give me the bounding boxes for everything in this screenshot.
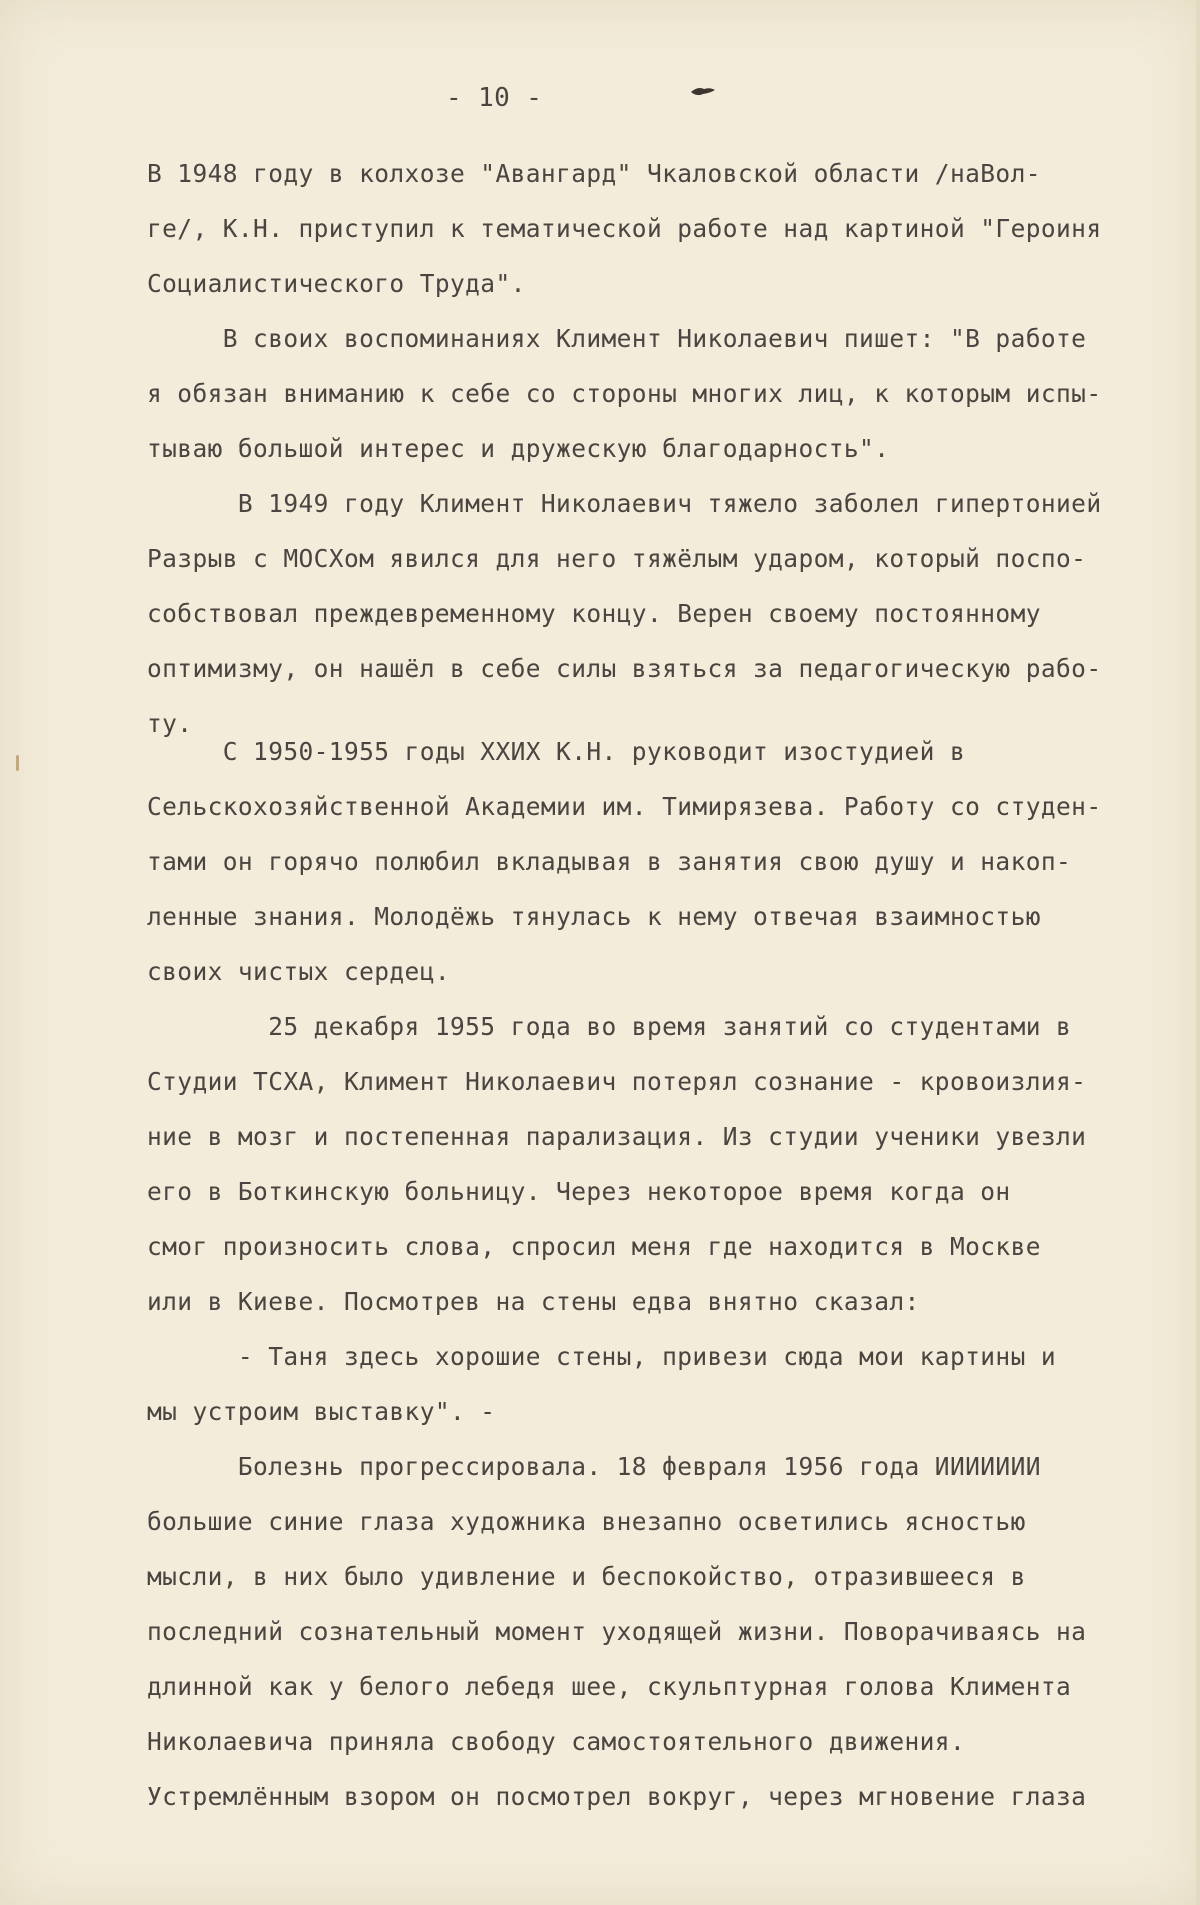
text-line-17: 25 декабря 1955 года во время занятий со студентами в [147, 1012, 1072, 1041]
text-line-29: длинной как у белого лебедя шее, скульптурная голова Климента [147, 1672, 1072, 1701]
text-line-14: тами он горячо полюбил вкладывая в занятия свою душу и накоп- [147, 847, 1072, 876]
text-line-10: оптимизму, он нашёл в себе силы взяться за педагогическую рабо- [147, 654, 1102, 683]
page-number: - 10 - [446, 83, 543, 113]
text-line-18: Студии ТСХА, Климент Николаевич потерял сознание - кровоизлия- [147, 1067, 1087, 1096]
text-line-24: мы устроим выставку". - [147, 1397, 496, 1426]
page-edge-shadow [1196, 0, 1200, 1905]
ink-mark [690, 86, 716, 98]
text-line-27: мысли, в них было удивление и беспокойство, отразившееся в [147, 1562, 1026, 1591]
text-line-28: последний сознательный момент уходящей жизни. Поворачиваясь на [147, 1617, 1087, 1646]
text-line-1: В 1948 году в колхозе "Авангард" Чкаловской области /наВол- [147, 159, 1041, 188]
text-line-8: Разрыв с МОСХом явился для него тяжёлым ударом, который поспо- [147, 544, 1087, 573]
text-line-20: его в Боткинскую больницу. Через некоторое время когда он [147, 1177, 1011, 1206]
text-line-4: В своих воспоминаниях Климент Николаевич пишет: "В работе [147, 324, 1087, 353]
text-line-23: - Таня здесь хорошие стены, привези сюда мои картины и [147, 1342, 1057, 1371]
margin-mark [16, 755, 19, 771]
text-line-19: ние в мозг и постепенная парализация. Из студии ученики увезли [147, 1122, 1087, 1151]
text-line-3: Социалистического Труда". [147, 269, 526, 298]
text-line-9: собствовал преждевременному концу. Верен своему постоянному [147, 599, 1041, 628]
text-line-30: Николаевича приняла свободу самостоятельного движения. [147, 1727, 966, 1756]
text-line-7: В 1949 году Климент Николаевич тяжело заболел гипертонией [147, 489, 1102, 518]
text-line-11: ту. [147, 709, 193, 738]
text-line-26: большие синие глаза художника внезапно осветились ясностью [147, 1507, 1026, 1536]
text-line-15: ленные знания. Молодёжь тянулась к нему отвечая взаимностью [147, 902, 1041, 931]
text-line-21: смог произносить слова, спросил меня где находится в Москве [147, 1232, 1041, 1261]
text-line-12: С 1950-1955 годы ХХИХ К.Н. руководит изостудией в [147, 737, 966, 766]
text-line-31: Устремлённым взором он посмотрел вокруг, через мгновение глаза [147, 1782, 1087, 1811]
text-line-22: или в Киеве. Посмотрев на стены едва внятно сказал: [147, 1287, 920, 1316]
text-line-5: я обязан вниманию к себе со стороны многих лиц, к которым испы- [147, 379, 1102, 408]
text-line-2: ге/, К.Н. приступил к тематической работе над картиной "Героиня [147, 214, 1102, 243]
text-line-13: Сельскохозяйственной Академии им. Тимирязева. Работу со студен- [147, 792, 1102, 821]
text-line-25: Болезнь прогрессировала. 18 февраля 1956 года ИИИИИИИ [147, 1452, 1041, 1481]
text-line-16: своих чистых сердец. [147, 957, 451, 986]
text-line-6: тываю большой интерес и дружескую благодарность". [147, 434, 890, 463]
